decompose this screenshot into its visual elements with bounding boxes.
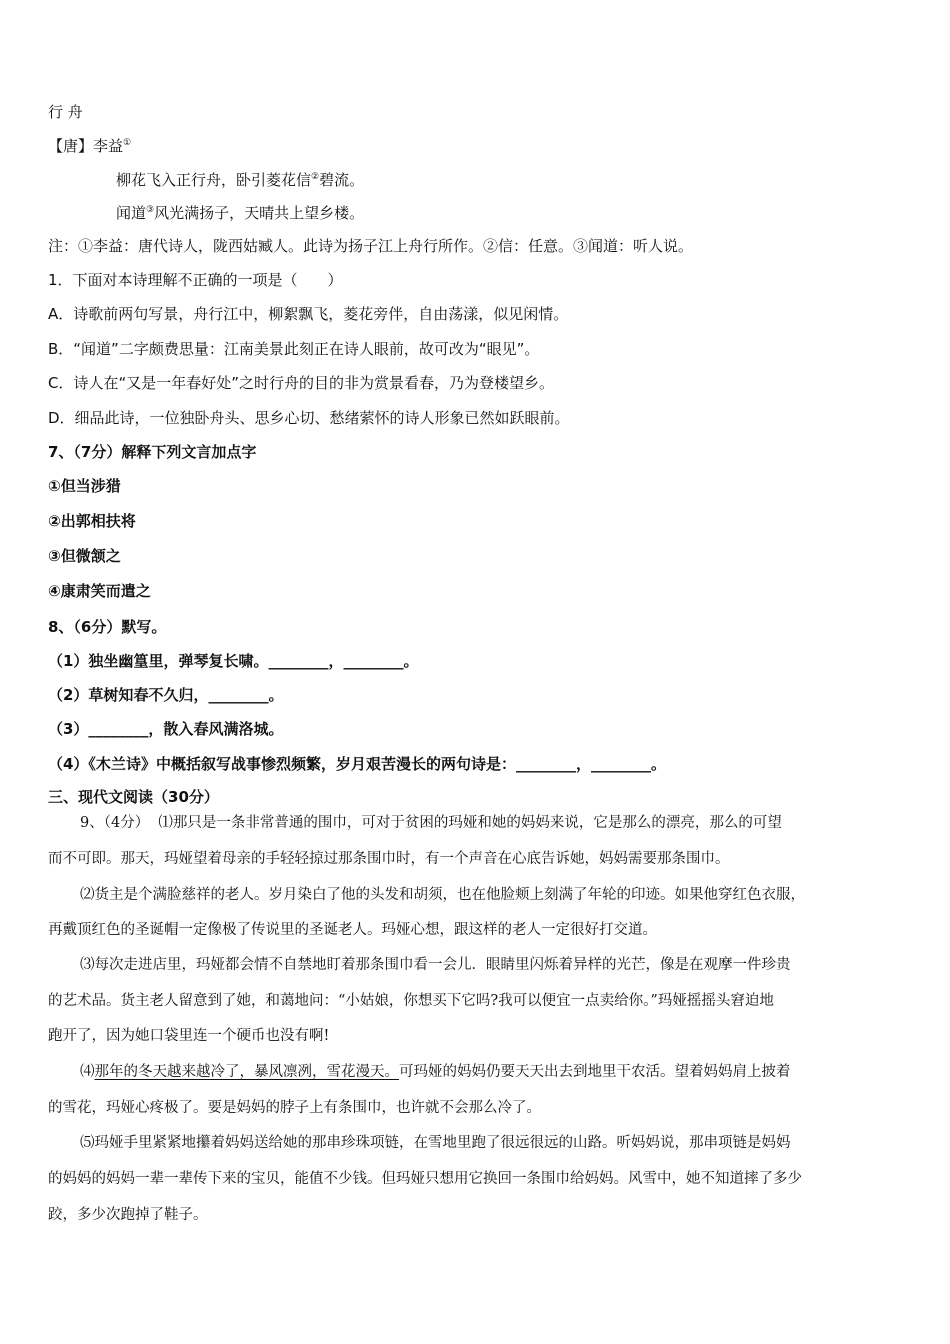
poem-line-1-b: 碧流。 bbox=[319, 171, 365, 189]
q1-option-a: A．诗歌前两句写景，舟行江中，柳絮飘飞，菱花旁伴，自由荡漾，似见闲情。 bbox=[48, 305, 569, 323]
paragraph-1-line-2: 而不可即。那天，玛娅望着母亲的手轻轻掠过那条围巾时，有一个声音在心底告诉她，妈妈需要那条围巾。 bbox=[48, 851, 730, 867]
poem-author: 李益 bbox=[93, 137, 124, 155]
paragraph-5-line-2: 的妈妈的妈妈一辈一辈传下来的宝贝，能值不少钱。但玛娅只想用它换回一条围巾给妈妈。风雪中，她不知道摔了多少 bbox=[48, 1171, 802, 1187]
q9-label: 9、（4分） bbox=[80, 815, 150, 831]
poem-title: 行 舟 bbox=[48, 103, 83, 121]
q7-item-3: ③但微颔之 bbox=[48, 547, 121, 565]
q8-item-3: （3）________，散入春风满洛城。 bbox=[48, 720, 284, 738]
q8-item-4: （4）《木兰诗》中概括叙写战事惨烈频繁，岁月艰苦漫长的两句诗是：________，________。 bbox=[48, 755, 666, 773]
poem-author-note-mark: ① bbox=[123, 138, 132, 148]
paragraph-4-text-rest: 可玛娅的妈妈仍要天天出去到地里干农活。望着妈妈肩上披着 bbox=[399, 1064, 791, 1080]
poem-note: 注：①李益：唐代诗人，陇西姑臧人。此诗为扬子江上舟行所作。②信：任意。③闻道：听人说。 bbox=[48, 237, 694, 255]
paragraph-1-line-1 bbox=[80, 813, 782, 833]
q8-item-1: （1）独坐幽篁里，弹琴复长啸。________，________。 bbox=[48, 652, 419, 670]
paragraph-5-line-3: 跤，多少次跑掉了鞋子。 bbox=[48, 1207, 208, 1223]
paragraph-4-line-2: 的雪花，玛娅心疼极了。要是妈妈的脖子上有条围巾，也许就不会那么冷了。 bbox=[48, 1100, 541, 1116]
q1-option-c: C．诗人在“又是一年春好处”之时行舟的目的非为赏景看春，乃为登楼望乡。 bbox=[48, 374, 555, 392]
poem-line-1-mark: ② bbox=[311, 172, 320, 182]
poem-line-2-mark: ③ bbox=[146, 205, 155, 215]
q7-item-2: ②出郭相扶将 bbox=[48, 512, 136, 530]
q7-item-4: ④康肃笑而遣之 bbox=[48, 582, 151, 600]
paragraph-5-line-1: ⑸玛娅手里紧紧地攥着妈妈送给她的那串珍珠项链，在雪地里跑了很远很远的山路。听妈妈说，那串项链是妈妈 bbox=[80, 1135, 791, 1151]
q1-stem: 1．下面对本诗理解不正确的一项是（ ） bbox=[48, 271, 343, 289]
section-3-heading: 三、现代文阅读（30分） bbox=[48, 788, 219, 806]
paragraph-4-mark: ⑷ bbox=[80, 1064, 95, 1080]
paragraph-4-line-1 bbox=[80, 1062, 791, 1082]
paragraph-3-line-1: ⑶每次走进店里，玛娅都会情不自禁地盯着那条围巾看一会儿．眼睛里闪烁着异样的光芒，像是在观摩一件珍贵 bbox=[80, 957, 791, 973]
paragraph-3-line-2: 的艺术品。货主老人留意到了她，和蔼地问：“小姑娘，你想买下它吗?我可以便宜一点卖给你。”玛娅摇摇头窘迫地 bbox=[48, 993, 774, 1009]
poem-line-2 bbox=[116, 203, 364, 223]
poem-line-1-a: 柳花飞入正行舟，卧引菱花信 bbox=[116, 171, 312, 189]
q7-stem: 7、（7分）解释下列文言加点字 bbox=[48, 443, 257, 461]
poem-line-1 bbox=[116, 170, 364, 190]
poem-dynasty: 【唐】 bbox=[48, 137, 94, 155]
poem-author-line bbox=[48, 136, 131, 156]
q7-item-1: ①但当涉猎 bbox=[48, 477, 121, 495]
q1-option-d: D．细品此诗，一位独卧舟头、思乡心切、愁绪萦怀的诗人形象已然如跃眼前。 bbox=[48, 409, 570, 427]
paragraph-3-line-3: 跑开了，因为她口袋里连一个硬币也没有啊! bbox=[48, 1028, 330, 1044]
poem-line-2-a: 闻道 bbox=[116, 204, 147, 222]
q1-option-b: B．“闻道”二字颇费思量：江南美景此刻正在诗人眼前，故可改为“眼见”。 bbox=[48, 340, 540, 358]
q8-item-2: （2）草树知春不久归，________。 bbox=[48, 686, 284, 704]
paragraph-2-line-1: ⑵货主是个满脸慈祥的老人。岁月染白了他的头发和胡须，也在他脸颊上刻满了年轮的印迹。如果他穿红色衣服， bbox=[80, 887, 805, 903]
paragraph-2-line-2: 再戴顶红色的圣诞帽一定像极了传说里的圣诞老人。玛娅心想，跟这样的老人一定很好打交道。 bbox=[48, 922, 657, 938]
q8-stem: 8、（6分）默写。 bbox=[48, 618, 167, 636]
poem-line-2-b: 风光满扬子，天晴共上望乡楼。 bbox=[154, 204, 365, 222]
paragraph-4-underlined-sentence: 那年的冬天越来越冷了，暴风凛冽，雪花漫天。 bbox=[94, 1064, 399, 1080]
paragraph-1-text-1: ⑴那只是一条非常普通的围巾，可对于贫困的玛娅和她的妈妈来说，它是那么的漂亮，那么的可望 bbox=[158, 815, 782, 831]
